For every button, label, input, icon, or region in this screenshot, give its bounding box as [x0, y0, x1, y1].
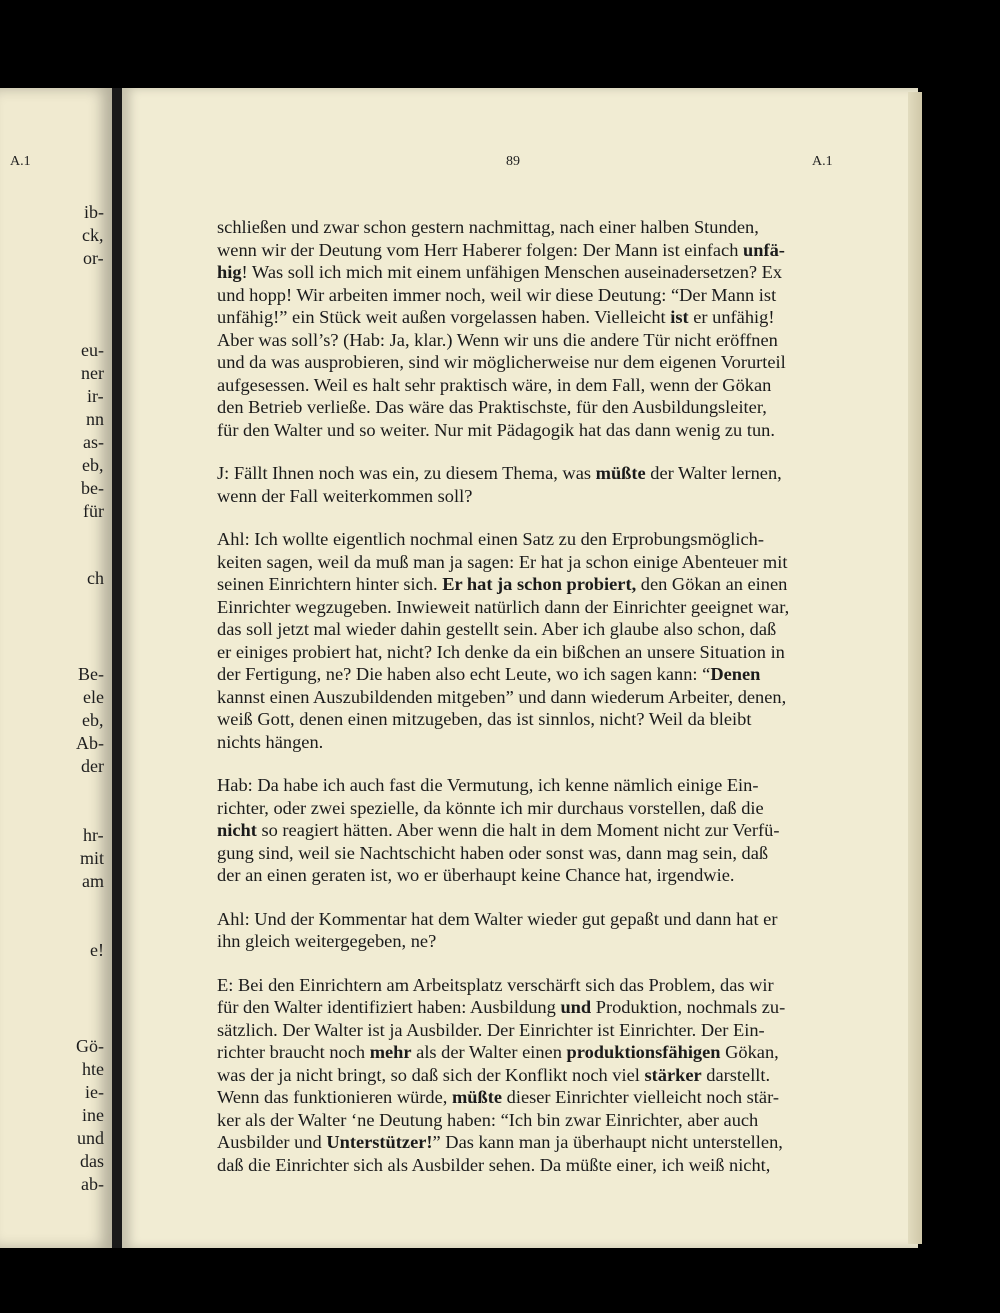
left-line-fragment: nn	[86, 409, 104, 429]
left-line-fragment: hte	[82, 1059, 104, 1079]
bold-text: nicht	[217, 820, 257, 840]
text-segment: so reagiert hätten. Aber wenn die halt in dem Moment nicht zur Verfü- gung sind, weil sie Nachtschicht haben oder sonst was, dann mag sein, daß der an einen geraten ist, wo er überhaupt keine Chance hat, irgendwie.	[217, 820, 780, 885]
left-line-fragment: ib-	[84, 202, 104, 222]
bold-text: müßte	[595, 463, 646, 483]
text-segment: Gökan, was der ja nicht bringt, so daß sich der Konflikt noch viel	[217, 1042, 779, 1085]
left-line-fragment: Be-	[78, 664, 104, 684]
page-edge	[908, 92, 922, 1244]
text-segment: Ahl: Und der Kommentar hat dem Walter wieder gut gepaßt und dann hat er ihn gleich weitergegeben, ne?	[217, 908, 778, 951]
text-segment: der Walter lernen, wenn der Fall weiterkommen soll?	[217, 463, 782, 506]
page-number: 89	[506, 154, 520, 169]
text-segment: Ahl: Ich wollte eigentlich nochmal einen Satz zu den Erprobungsmöglich- keiten sagen, weil da muß man ja sagen: Er hat ja schon einige Abenteuer mit seinen Einrichtern hinter sich.	[217, 529, 788, 594]
bold-text: Denen	[710, 664, 761, 684]
left-page	[0, 88, 112, 1248]
left-line-fragment: eb,	[82, 710, 104, 730]
text-segment: dieser Einrichter vielleicht noch stär- ker als der Walter ‘ne Deutung haben: “Ich bin zwar Einrichter, aber auch Ausbilder und	[217, 1087, 779, 1152]
left-line-fragment: eu-	[81, 340, 104, 360]
left-line-fragment: Ab-	[76, 733, 104, 753]
left-line-fragment: ch	[87, 568, 104, 588]
left-line-fragment: ab-	[81, 1174, 104, 1194]
bold-text: produktionsfähigen	[566, 1042, 721, 1062]
paragraph	[217, 974, 811, 1177]
left-line-fragment: und	[77, 1128, 104, 1148]
bold-text: Unterstützer!	[326, 1132, 433, 1152]
section-marker: A.1	[812, 154, 833, 169]
bold-text: stärker	[644, 1064, 702, 1085]
left-line-fragment: be-	[81, 478, 104, 498]
text-segment: ! Was soll ich mich mit einem unfähigen Menschen auseinadersetzen? Ex und hopp! Wir arbeiten immer noch, weil wir diese Deutung: “Der Mann ist unfähig!” ein Stück weit außen vorgelassen haben. Vielleicht	[217, 262, 783, 327]
left-line-fragment: für	[83, 501, 104, 521]
left-line-fragment: ine	[82, 1105, 104, 1125]
bold-text: müßte	[451, 1087, 503, 1107]
book-gutter	[112, 88, 122, 1248]
page-body	[217, 216, 811, 1197]
bold-text: ist	[670, 307, 689, 327]
left-line-fragment: ner	[81, 363, 104, 383]
text-segment: Hab: Da habe ich auch fast die Vermutung, ich kenne nämlich einige Ein- richter, oder zwei spezielle, da könnte ich mir durchaus vorstellen, daß die	[217, 775, 764, 818]
text-segment: schließen und zwar schon gestern nachmittag, nach einer halben Stunden, wenn wir der Deutung vom Herr Haberer folgen: Der Mann ist einfach	[217, 217, 759, 260]
left-line-fragment: der	[81, 756, 104, 776]
left-line-fragment: or-	[83, 248, 104, 268]
text-segment: er unfähig! Aber was soll’s? (Hab: Ja, klar.) Wenn wir uns die andere Tür nicht eröffnen und da was ausprobieren, sind wir möglicherweise nur dem eigenen Vorurteil aufgesessen. Weil es halt sehr praktisch wäre, in dem Fall, wenn der Gökan den Betrieb verließe. Das wäre das Praktischste, für den Ausbildungsleiter, für den Walter und so weiter. Nur mit Pädagogik hat das dann wenig zu tun.	[217, 307, 786, 440]
left-line-fragment: Gö-	[76, 1036, 104, 1056]
left-line-fragment: ie-	[85, 1082, 104, 1102]
left-line-fragment: am	[82, 871, 104, 891]
left-line-fragment: eb,	[82, 455, 104, 475]
paragraph	[217, 774, 811, 887]
paragraph	[217, 908, 811, 953]
right-page	[122, 88, 918, 1248]
left-line-fragment: ir-	[87, 386, 104, 406]
left-page-header: A.1	[10, 154, 31, 169]
paragraph	[217, 216, 811, 441]
text-segment: ” Das kann man ja überhaupt nicht unterstellen, daß die Einrichter sich als Ausbilder sehen. Da müßte einer, ich weiß nicht,	[217, 1132, 783, 1175]
text-segment: Produktion, nochmals zu- sätzlich. Der Walter ist ja Ausbilder. Der Einrichter ist Einrichter. Der Ein- richter braucht noch	[217, 997, 786, 1062]
bold-text: mehr	[369, 1042, 412, 1062]
left-line-fragment: ele	[83, 687, 104, 707]
paragraph	[217, 528, 811, 753]
text-segment: darstellt. Wenn das funktionieren würde,	[217, 1064, 771, 1107]
bold-text: unfä- hig	[217, 239, 785, 282]
paragraph	[217, 462, 811, 507]
left-line-fragment: mit	[80, 848, 105, 868]
left-line-fragment: as-	[83, 432, 104, 452]
text-segment: J: Fällt Ihnen noch was ein, zu diesem Thema, was	[217, 463, 596, 483]
left-line-fragment: ck,	[82, 225, 104, 245]
bold-text: und	[560, 997, 592, 1017]
text-segment: den Gökan an einen Einrichter wegzugeben. Inwieweit natürlich dann der Einrichter geeignet war, das soll jetzt mal wieder dahin gestellt sein. Aber ich glaube also schon, daß er einiges probiert hat, nicht? Ich denke da ein bißchen an unsere Situation in der Fertigung, ne? Die haben also echt Leute, wo ich sagen kann: “	[217, 574, 790, 684]
bold-text: Er hat ja schon probiert,	[442, 574, 637, 594]
text-segment: E: Bei den Einrichtern am Arbeitsplatz verschärft sich das Problem, das wir für den Walter identifiziert haben: Ausbildung	[217, 974, 774, 1017]
left-line-fragment: e!	[90, 940, 104, 960]
left-line-fragment: hr-	[83, 825, 104, 845]
text-segment: als der Walter einen	[411, 1042, 567, 1062]
text-segment: kannst einen Auszubildenden mitgeben” und dann wiederum Arbeiter, denen, weiß Gott, denen einen mitzugeben, das ist sinnlos, nicht? Weil da bleibt nichts hängen.	[217, 686, 787, 752]
left-line-fragment: das	[80, 1151, 104, 1171]
